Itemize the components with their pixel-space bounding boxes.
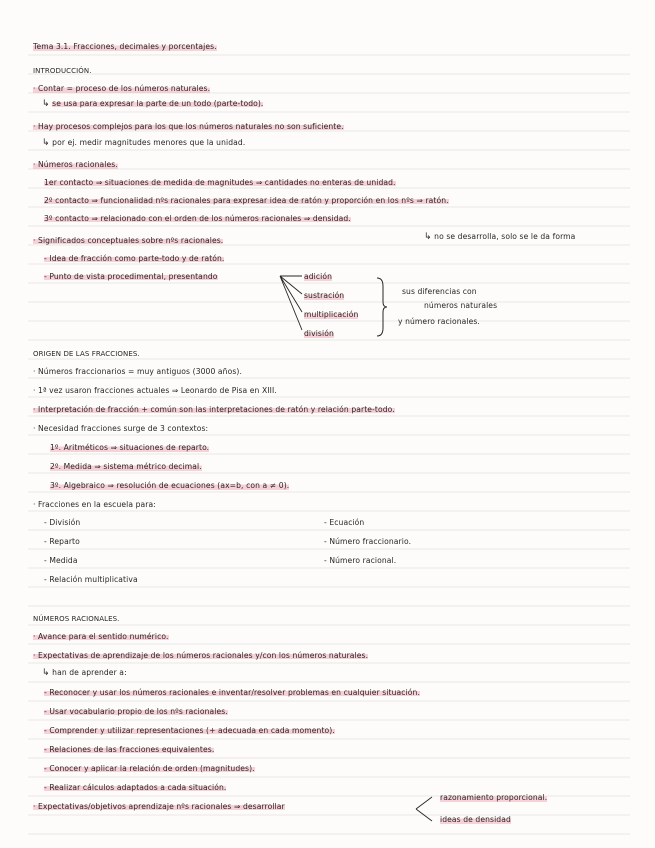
- idea-fraccion-text: - Idea de fracción como parte-todo y de ratón.: [44, 254, 225, 263]
- dev-2: ideas de densidad: [440, 815, 511, 824]
- nrac-heading: NÚMEROS RACIONALES.: [33, 615, 120, 623]
- dev-1: razonamiento proporcional.: [440, 793, 548, 802]
- nrac-l1: [33, 632, 169, 642]
- nrac-item-2: [44, 707, 228, 717]
- contacto-1: [44, 178, 396, 188]
- origen-l2: · 1ª vez usaron fracciones actuales ⇒ Leonardo de Pisa en XIII.: [33, 386, 277, 395]
- dif-line-1: sus diferencias con: [402, 287, 477, 296]
- intro-contar: · Contar = proceso de los números naturales.: [33, 84, 211, 93]
- origen-heading: ORIGEN DE LAS FRACCIONES.: [33, 350, 140, 358]
- uso-left-4: - Relación multiplicativa: [44, 575, 138, 584]
- contacto-1-text: 1er contacto ⇒ situaciones de medida de magnitudes ⇒ cantidades no enteras de unidad.: [44, 178, 396, 187]
- contexto-3: 3º. Algebraico ⇒ resolución de ecuaciones (ax=b, con a ≠ 0).: [50, 481, 290, 490]
- nrac-l2: [33, 651, 368, 661]
- origen-l1: · Números fraccionarios = muy antiguos (3000 años).: [33, 367, 242, 376]
- nrac-item-6-text: - Realizar cálculos adaptados a cada situación.: [44, 783, 227, 792]
- op-division: división: [304, 329, 334, 338]
- contacto-3-text: 3º contacto ⇒ relacionado con el orden de los números racionales ⇒ densidad.: [44, 214, 351, 223]
- fracciones-escuela: · Fracciones en la escuela para:: [33, 500, 156, 509]
- nrac-last-text: · Expectativas/objetivos aprendizaje nºs racionales ⇒ desarrollar: [33, 802, 285, 811]
- contexto-2: 2º. Medida ⇒ sistema métrico decimal.: [50, 462, 202, 471]
- intro-contar-sub: se usa para expresar la parte de un todo (parte-todo).: [52, 99, 264, 108]
- uso-right-1: - Ecuación: [324, 518, 365, 527]
- intro-hay-sub: por ej. medir magnitudes menores que la unidad.: [52, 138, 246, 147]
- nrac-item-3-text: - Comprender y utilizar representaciones (+ adecuada en cada momento).: [44, 726, 335, 735]
- punto-vista: [44, 272, 218, 282]
- origen-l4: · Necesidad fracciones surge de 3 contextos:: [33, 424, 209, 433]
- intro-heading: INTRODUCCIÓN.: [33, 67, 92, 75]
- idea-fraccion: [44, 254, 224, 264]
- op-sustracion: sustración: [304, 291, 345, 300]
- nrac-item-4: [44, 745, 214, 755]
- uso-left-2: - Reparto: [44, 537, 80, 546]
- contexto-1: 1º. Aritméticos ⇒ situaciones de reparto.: [50, 443, 210, 452]
- contacto-3: [44, 214, 351, 224]
- nrac-item-1: [44, 688, 420, 698]
- nrac-l2-text: · Expectativas de aprendizaje de los números racionales y/con los números naturales.: [33, 651, 369, 660]
- curly-brace-icon: [375, 276, 389, 338]
- uso-left-3: - Medida: [44, 556, 78, 565]
- punto-vista-text: - Punto de vista procedimental, presentando: [44, 272, 218, 281]
- nrac-item-6: [44, 783, 226, 793]
- nrac-last: [33, 802, 285, 812]
- return-arrow-icon: ↳: [42, 138, 50, 148]
- significados-text: · Significados conceptuales sobre nºs racionales.: [33, 236, 224, 245]
- contacto-2-text: 2º contacto ⇒ funcionalidad nºs racionales para expresar idea de ratón y proporción en los nºs ⇒ ratón.: [44, 196, 449, 205]
- nrac-item-1-text: - Reconocer y usar los números racionales e inventar/resolver problemas en cualquier situación.: [44, 688, 420, 697]
- significados: [33, 236, 223, 246]
- contacto-2: [44, 196, 449, 206]
- op-adicion: adición: [304, 272, 333, 281]
- nrac-item-5-text: - Conocer y aplicar la relación de orden (magnitudes).: [44, 764, 255, 773]
- intro-numeros-racionales: · Números racionales.: [33, 160, 118, 169]
- page-title: Tema 3.1. Fracciones, decimales y porcentajes.: [33, 42, 217, 51]
- nrac-item-4-text: - Relaciones de las fracciones equivalentes.: [44, 745, 215, 754]
- branch-arrows-icon: [414, 794, 436, 824]
- uso-right-3: - Número racional.: [324, 556, 397, 565]
- origen-l3-text: · Interpretación de fracción + común son las interpretaciones de ratón y relación parte-todo.: [33, 405, 395, 414]
- nrac-item-2-text: - Usar vocabulario propio de los nºs racionales.: [44, 707, 228, 716]
- dif-line-2: números naturales: [424, 301, 498, 310]
- return-arrow-icon: ↳: [42, 668, 50, 678]
- uso-right-2: - Número fraccionario.: [324, 537, 412, 546]
- op-multiplicacion: multiplicación: [304, 310, 359, 319]
- contacto-3-note: no se desarrolla, solo se le da forma: [434, 232, 576, 241]
- intro-hay-text: · Hay procesos complejos para los que los números naturales no son suficiente.: [33, 122, 344, 131]
- nrac-item-3: [44, 726, 335, 736]
- nrac-l2-sub: han de aprender a:: [52, 668, 127, 677]
- nrac-item-5: [44, 764, 255, 774]
- dif-line-3: y número racionales.: [398, 317, 480, 326]
- intro-hay: [33, 122, 344, 132]
- nrac-l1-text: · Avance para el sentido numérico.: [33, 632, 169, 641]
- uso-left-1: - División: [44, 518, 81, 527]
- origen-l3: [33, 405, 395, 415]
- return-arrow-icon: ↳: [42, 99, 50, 109]
- return-arrow-icon: ↳: [424, 232, 432, 242]
